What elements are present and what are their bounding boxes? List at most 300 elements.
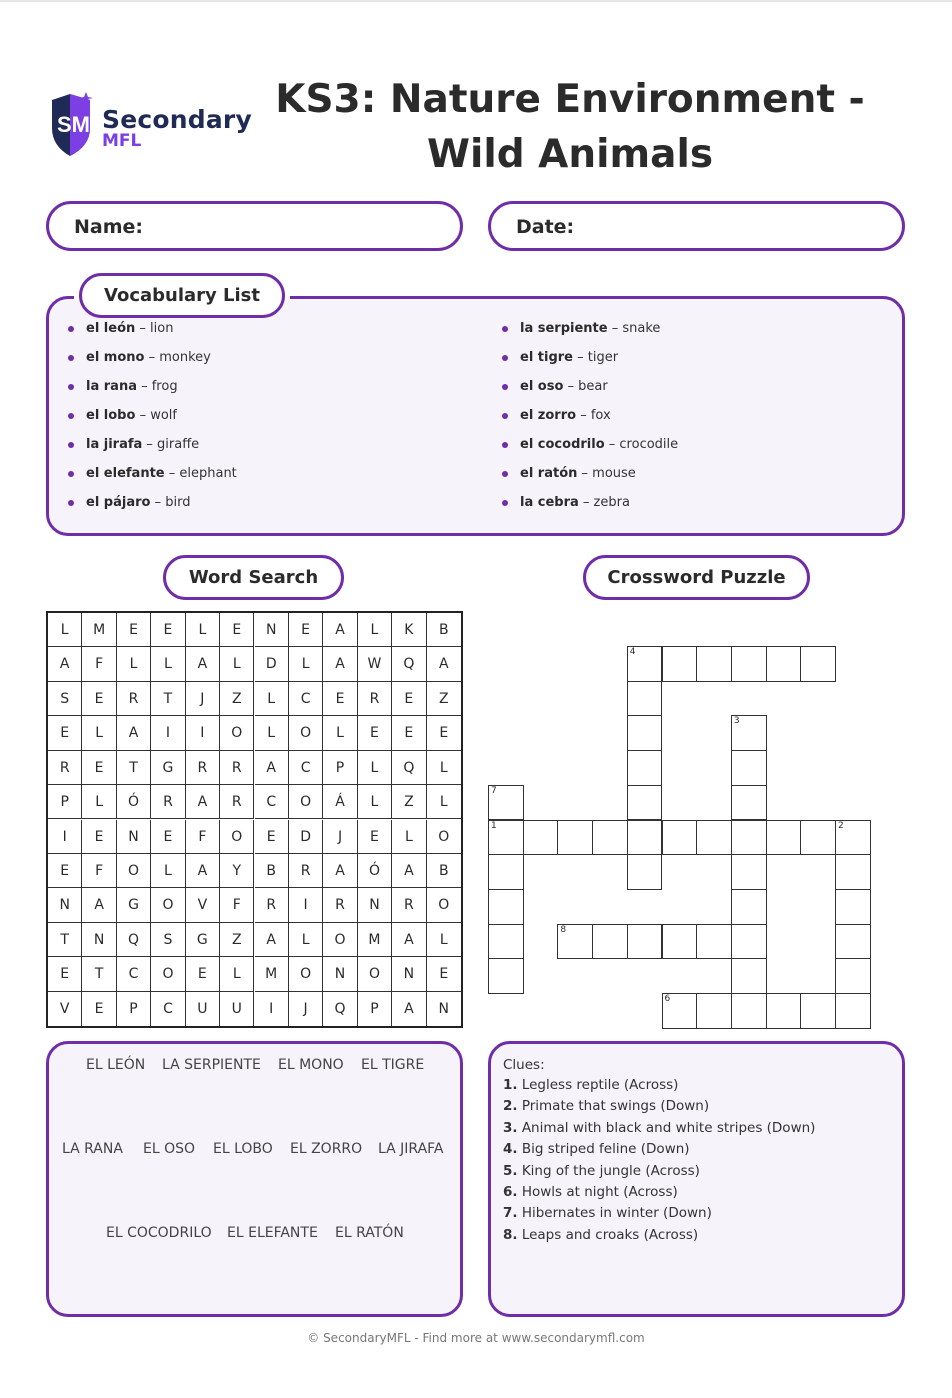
grid-cell[interactable]: Á bbox=[323, 785, 357, 819]
grid-cell[interactable]: E bbox=[48, 716, 82, 750]
logo-text-mfl: MFL bbox=[102, 131, 142, 151]
grid-cell[interactable]: L bbox=[82, 716, 116, 750]
english-word: giraffe bbox=[157, 437, 200, 452]
clue-text: Big striped feline (Down) bbox=[517, 1141, 690, 1158]
clue-number: 3. bbox=[503, 1119, 518, 1136]
english-word: tiger bbox=[587, 350, 619, 365]
crossword-cell[interactable] bbox=[731, 820, 767, 856]
grid-cell[interactable]: E bbox=[151, 820, 185, 854]
grid-cell[interactable]: I bbox=[151, 716, 185, 750]
grid-cell[interactable]: G bbox=[186, 923, 220, 957]
vocabulary-item bbox=[520, 436, 678, 454]
clue-text: Howls at night (Across) bbox=[517, 1184, 678, 1200]
grid-cell[interactable]: O bbox=[358, 957, 392, 991]
crossword-cell[interactable] bbox=[731, 958, 767, 994]
grid-cell[interactable]: E bbox=[82, 682, 116, 716]
grid-cell[interactable]: S bbox=[151, 923, 185, 957]
bullet bbox=[502, 413, 508, 419]
crossword-cell[interactable] bbox=[835, 854, 871, 890]
grid-cell[interactable]: Z bbox=[220, 682, 254, 716]
dash-separator: – bbox=[563, 379, 579, 394]
grid-cell[interactable]: S bbox=[48, 682, 82, 716]
crossword-cell[interactable] bbox=[731, 715, 767, 751]
grid-cell[interactable]: Z bbox=[427, 682, 461, 716]
dash-separator: – bbox=[604, 437, 620, 452]
crossword-cell[interactable] bbox=[731, 646, 767, 682]
crossword-clue bbox=[503, 1097, 709, 1115]
grid-cell[interactable]: F bbox=[186, 820, 220, 854]
grid-cell[interactable]: E bbox=[289, 613, 323, 647]
grid-cell[interactable]: E bbox=[151, 613, 185, 647]
word-bank-item: EL MONO bbox=[278, 1057, 344, 1073]
grid-cell[interactable]: R bbox=[358, 682, 392, 716]
crossword-clue-number: 7 bbox=[491, 785, 497, 796]
crossword-cell[interactable] bbox=[488, 785, 524, 821]
spanish-word: la serpiente bbox=[520, 321, 608, 336]
spanish-word: el pájaro bbox=[86, 495, 151, 510]
grid-cell[interactable]: L bbox=[427, 923, 461, 957]
top-divider bbox=[0, 0, 952, 2]
grid-cell[interactable]: L bbox=[358, 613, 392, 647]
english-word: crocodile bbox=[619, 437, 679, 452]
grid-cell[interactable]: E bbox=[48, 854, 82, 888]
crossword-cell[interactable] bbox=[627, 924, 663, 960]
grid-cell[interactable]: Q bbox=[392, 647, 426, 681]
vocabulary-heading: Vocabulary List bbox=[79, 273, 285, 318]
crossword-cell[interactable] bbox=[488, 820, 524, 856]
bullet bbox=[68, 384, 74, 390]
grid-cell[interactable]: L bbox=[289, 647, 323, 681]
grid-cell[interactable]: L bbox=[427, 785, 461, 819]
crossword-cell[interactable] bbox=[488, 889, 524, 925]
word-search-grid bbox=[46, 611, 463, 1028]
bullet bbox=[68, 442, 74, 448]
crossword-clue bbox=[503, 1183, 678, 1201]
grid-cell[interactable]: O bbox=[151, 888, 185, 922]
grid-cell[interactable]: E bbox=[220, 613, 254, 647]
english-word: wolf bbox=[150, 408, 177, 423]
logo-monogram: SM bbox=[57, 112, 90, 137]
crossword-cell[interactable] bbox=[696, 646, 732, 682]
crossword-cell[interactable] bbox=[523, 820, 559, 856]
crossword-clue bbox=[503, 1140, 690, 1158]
grid-cell[interactable]: C bbox=[255, 785, 289, 819]
word-bank-item: EL LEÓN bbox=[86, 1057, 146, 1073]
grid-cell[interactable]: O bbox=[151, 957, 185, 991]
grid-cell[interactable]: E bbox=[392, 716, 426, 750]
english-word: bear bbox=[578, 379, 608, 394]
grid-cell[interactable]: V bbox=[186, 888, 220, 922]
grid-cell[interactable]: E bbox=[323, 682, 357, 716]
clue-number: 4. bbox=[503, 1141, 518, 1158]
crossword-cell[interactable] bbox=[627, 854, 663, 890]
crossword-cell[interactable] bbox=[800, 820, 836, 856]
clue-number: 6. bbox=[503, 1184, 518, 1200]
crossword-cell[interactable] bbox=[731, 924, 767, 960]
crossword-cell[interactable] bbox=[662, 924, 698, 960]
grid-cell[interactable]: P bbox=[117, 992, 151, 1026]
date-label: Date: bbox=[516, 216, 575, 238]
grid-cell[interactable]: G bbox=[151, 751, 185, 785]
word-bank-item: LA JIRAFA bbox=[378, 1141, 444, 1157]
crossword-cell[interactable] bbox=[627, 646, 663, 682]
grid-cell[interactable]: L bbox=[255, 716, 289, 750]
dash-separator: – bbox=[135, 321, 151, 336]
crossword-cell[interactable] bbox=[835, 820, 871, 856]
crossword-cell[interactable] bbox=[592, 924, 628, 960]
grid-cell[interactable]: A bbox=[186, 647, 220, 681]
vocabulary-item bbox=[86, 320, 173, 338]
grid-cell[interactable]: C bbox=[289, 682, 323, 716]
grid-cell[interactable]: K bbox=[392, 613, 426, 647]
grid-cell[interactable]: I bbox=[289, 888, 323, 922]
grid-cell[interactable]: T bbox=[48, 923, 82, 957]
crossword-cell[interactable] bbox=[800, 993, 836, 1029]
vocabulary-item bbox=[86, 465, 237, 483]
spanish-word: el cocodrilo bbox=[520, 437, 605, 452]
grid-cell[interactable]: J bbox=[323, 820, 357, 854]
grid-cell[interactable]: N bbox=[323, 957, 357, 991]
bullet bbox=[68, 413, 74, 419]
bullet bbox=[502, 442, 508, 448]
footer-text: © SecondaryMFL - Find more at www.secondarymfl.com bbox=[307, 1331, 645, 1345]
grid-cell[interactable]: O bbox=[289, 957, 323, 991]
grid-cell[interactable]: L bbox=[82, 785, 116, 819]
crossword-cell[interactable] bbox=[627, 715, 663, 751]
bullet bbox=[68, 326, 74, 332]
word-bank-item: EL COCODRILO bbox=[106, 1225, 212, 1241]
crossword-cell[interactable] bbox=[731, 889, 767, 925]
grid-cell[interactable]: G bbox=[117, 888, 151, 922]
grid-cell[interactable]: O bbox=[427, 888, 461, 922]
grid-cell[interactable]: J bbox=[186, 682, 220, 716]
crossword-cell[interactable] bbox=[488, 854, 524, 890]
grid-cell[interactable]: R bbox=[323, 888, 357, 922]
bullet bbox=[502, 471, 508, 477]
grid-cell[interactable]: J bbox=[289, 992, 323, 1026]
clue-text: King of the jungle (Across) bbox=[517, 1162, 700, 1179]
crossword-cell[interactable] bbox=[696, 924, 732, 960]
grid-cell[interactable]: R bbox=[289, 854, 323, 888]
grid-cell[interactable]: E bbox=[82, 820, 116, 854]
grid-cell[interactable]: R bbox=[255, 888, 289, 922]
grid-cell[interactable]: F bbox=[82, 854, 116, 888]
english-word: elephant bbox=[179, 466, 237, 481]
grid-cell[interactable]: L bbox=[117, 647, 151, 681]
crossword-cell[interactable] bbox=[731, 750, 767, 786]
grid-cell[interactable]: O bbox=[289, 785, 323, 819]
grid-cell[interactable]: A bbox=[117, 716, 151, 750]
grid-cell[interactable]: E bbox=[255, 820, 289, 854]
grid-cell[interactable]: E bbox=[358, 716, 392, 750]
crossword-cell[interactable] bbox=[488, 958, 524, 994]
spanish-word: el zorro bbox=[520, 408, 577, 423]
grid-cell[interactable]: Z bbox=[392, 785, 426, 819]
grid-cell[interactable]: U bbox=[220, 992, 254, 1026]
grid-cell[interactable]: C bbox=[117, 957, 151, 991]
spanish-word: la rana bbox=[86, 379, 137, 394]
grid-cell[interactable]: N bbox=[438, 1000, 450, 1017]
crossword-clue bbox=[503, 1226, 698, 1244]
grid-cell[interactable]: E bbox=[392, 682, 426, 716]
grid-cell[interactable]: A bbox=[323, 647, 357, 681]
name-label: Name: bbox=[74, 216, 144, 238]
grid-cell[interactable]: L bbox=[220, 647, 254, 681]
bullet bbox=[502, 355, 508, 361]
grid-cell[interactable]: Q bbox=[392, 751, 426, 785]
crossword-clue bbox=[503, 1119, 815, 1137]
crossword-cell[interactable] bbox=[662, 993, 698, 1029]
crossword-cell[interactable] bbox=[835, 924, 871, 960]
vocabulary-item bbox=[520, 378, 608, 396]
grid-cell[interactable]: L bbox=[151, 647, 185, 681]
crossword-cell[interactable] bbox=[766, 646, 802, 682]
grid-cell[interactable]: N bbox=[392, 957, 426, 991]
dash-separator: – bbox=[607, 321, 623, 336]
grid-cell[interactable]: E bbox=[186, 957, 220, 991]
date-field[interactable] bbox=[488, 201, 905, 251]
grid-cell[interactable]: A bbox=[48, 647, 82, 681]
crossword-clue-number: 3 bbox=[733, 716, 740, 727]
crossword-cell[interactable] bbox=[627, 785, 663, 821]
bullet bbox=[68, 355, 74, 361]
clues-heading: Clues: bbox=[503, 1057, 545, 1073]
grid-cell[interactable]: Q bbox=[117, 923, 151, 957]
grid-cell[interactable]: P bbox=[358, 992, 392, 1026]
crossword-cell[interactable] bbox=[731, 785, 767, 821]
grid-cell[interactable]: L bbox=[220, 957, 254, 991]
bullet bbox=[68, 471, 74, 477]
grid-cell[interactable]: E bbox=[427, 716, 461, 750]
page-title: KS3: Nature Environment - Wild Animals bbox=[275, 77, 865, 177]
grid-cell[interactable]: A bbox=[392, 992, 426, 1026]
bullet bbox=[502, 326, 508, 332]
crossword-cell[interactable] bbox=[766, 993, 802, 1029]
clue-text: Animal with black and white stripes (Down) bbox=[517, 1119, 816, 1136]
grid-cell[interactable]: B bbox=[427, 613, 461, 647]
crossword-cell[interactable] bbox=[488, 924, 524, 960]
grid-cell[interactable]: R bbox=[220, 785, 254, 819]
grid-cell[interactable]: E bbox=[358, 820, 392, 854]
english-word: fox bbox=[590, 408, 611, 423]
grid-cell[interactable]: L bbox=[255, 682, 289, 716]
grid-cell[interactable]: L bbox=[358, 785, 392, 819]
dash-separator: – bbox=[573, 350, 588, 365]
grid-cell[interactable]: P bbox=[48, 785, 82, 819]
dash-separator: – bbox=[142, 437, 158, 452]
crossword-cell[interactable] bbox=[557, 820, 593, 856]
grid-cell[interactable]: O bbox=[323, 923, 357, 957]
crossword-cell[interactable] bbox=[627, 820, 663, 856]
grid-cell[interactable]: C bbox=[151, 992, 185, 1026]
grid-cell[interactable]: R bbox=[220, 751, 254, 785]
grid-cell[interactable]: R bbox=[392, 888, 426, 922]
vocabulary-item bbox=[520, 320, 660, 338]
grid-cell[interactable]: O bbox=[427, 820, 461, 854]
clue-number: 8. bbox=[503, 1226, 518, 1243]
grid-cell[interactable]: N bbox=[48, 888, 82, 922]
grid-cell[interactable]: O bbox=[220, 716, 254, 750]
grid-cell[interactable]: V bbox=[48, 992, 82, 1026]
crossword-clue bbox=[503, 1076, 678, 1094]
grid-cell[interactable]: E bbox=[82, 992, 116, 1026]
grid-cell[interactable]: D bbox=[289, 820, 323, 854]
grid-cell[interactable]: Y bbox=[220, 854, 254, 888]
crossword-cell[interactable] bbox=[662, 646, 698, 682]
grid-cell[interactable]: L bbox=[186, 613, 220, 647]
grid-cell[interactable]: Q bbox=[323, 992, 357, 1026]
crossword-cell[interactable] bbox=[592, 820, 628, 856]
crossword-cell[interactable] bbox=[835, 889, 871, 925]
grid-cell[interactable]: A bbox=[427, 647, 461, 681]
logo-text-secondary: Secondary bbox=[102, 105, 252, 134]
crossword-cell[interactable] bbox=[627, 750, 663, 786]
grid-cell[interactable]: F bbox=[220, 888, 254, 922]
grid-cell[interactable]: P bbox=[323, 751, 357, 785]
crossword-cell[interactable] bbox=[731, 993, 767, 1029]
crossword-cell[interactable] bbox=[696, 993, 732, 1029]
grid-cell[interactable]: N bbox=[255, 613, 289, 647]
grid-cell[interactable]: L bbox=[358, 751, 392, 785]
grid-cell[interactable]: N bbox=[82, 923, 116, 957]
crossword-heading: Crossword Puzzle bbox=[583, 555, 810, 600]
spanish-word: el mono bbox=[86, 350, 145, 365]
grid-cell[interactable]: L bbox=[289, 923, 323, 957]
grid-cell[interactable]: Ó bbox=[117, 785, 151, 819]
crossword-clue-number: 4 bbox=[629, 647, 636, 657]
grid-cell[interactable]: U bbox=[186, 992, 220, 1026]
grid-cell[interactable]: I bbox=[186, 716, 220, 750]
grid-cell[interactable]: N bbox=[358, 888, 392, 922]
dash-separator: – bbox=[577, 466, 593, 481]
grid-cell[interactable]: A bbox=[392, 923, 426, 957]
grid-cell[interactable]: O bbox=[117, 854, 151, 888]
dash-separator: – bbox=[135, 408, 151, 423]
grid-cell[interactable]: M bbox=[358, 923, 392, 957]
grid-cell[interactable]: E bbox=[427, 957, 461, 991]
grid-cell[interactable]: E bbox=[82, 751, 116, 785]
vocabulary-item bbox=[86, 494, 190, 512]
vocabulary-item bbox=[86, 349, 211, 367]
vocabulary-item bbox=[86, 407, 177, 425]
grid-cell[interactable]: T bbox=[151, 682, 185, 716]
english-word: lion bbox=[150, 321, 174, 336]
grid-cell[interactable]: T bbox=[117, 751, 151, 785]
grid-cell[interactable]: Ó bbox=[358, 854, 392, 888]
grid-cell[interactable]: A bbox=[82, 888, 116, 922]
vocabulary-item bbox=[86, 436, 199, 454]
grid-cell[interactable]: A bbox=[255, 751, 289, 785]
word-bank-item: EL ZORRO bbox=[290, 1141, 363, 1157]
grid-cell[interactable]: M bbox=[82, 613, 116, 647]
dash-separator: – bbox=[578, 495, 594, 510]
grid-cell[interactable]: L bbox=[323, 716, 357, 750]
grid-cell[interactable]: A bbox=[186, 785, 220, 819]
grid-cell[interactable]: D bbox=[255, 647, 289, 681]
grid-cell[interactable]: L bbox=[48, 613, 82, 647]
bullet bbox=[502, 500, 508, 506]
grid-cell[interactable]: M bbox=[255, 957, 289, 991]
name-field[interactable] bbox=[46, 201, 463, 251]
word-bank-item: EL TIGRE bbox=[361, 1057, 425, 1073]
crossword-cell[interactable] bbox=[627, 681, 663, 717]
grid-cell[interactable]: L bbox=[427, 751, 461, 785]
grid-cell[interactable]: I bbox=[255, 992, 289, 1026]
word-bank-item: EL ELEFANTE bbox=[227, 1225, 318, 1241]
word-bank-item: LA SERPIENTE bbox=[162, 1057, 261, 1073]
clue-number: 5. bbox=[503, 1162, 518, 1179]
bullet bbox=[502, 384, 508, 390]
word-bank-item: EL LOBO bbox=[213, 1141, 273, 1157]
spanish-word: el ratón bbox=[520, 466, 578, 481]
clue-number: 1. bbox=[503, 1077, 518, 1093]
grid-cell[interactable]: R bbox=[48, 751, 82, 785]
grid-cell[interactable]: A bbox=[186, 854, 220, 888]
grid-cell[interactable]: R bbox=[117, 682, 151, 716]
crossword-cell[interactable] bbox=[835, 993, 871, 1029]
grid-cell[interactable]: L bbox=[392, 820, 426, 854]
grid-cell[interactable]: W bbox=[358, 647, 392, 681]
crossword-cell[interactable] bbox=[662, 820, 698, 856]
grid-cell[interactable]: T bbox=[82, 957, 116, 991]
crossword-cell[interactable] bbox=[731, 854, 767, 890]
grid-cell[interactable]: N bbox=[117, 820, 151, 854]
grid-cell[interactable]: B bbox=[427, 854, 461, 888]
spanish-word: el oso bbox=[520, 379, 564, 394]
grid-cell[interactable]: O bbox=[220, 820, 254, 854]
clue-text: Legless reptile (Across) bbox=[517, 1077, 679, 1093]
dash-separator: – bbox=[144, 350, 160, 365]
crossword-clue bbox=[503, 1204, 712, 1222]
grid-cell[interactable]: O bbox=[289, 716, 323, 750]
grid-cell[interactable]: A bbox=[392, 854, 426, 888]
crossword-clue-number: 6 bbox=[664, 994, 671, 1004]
grid-cell[interactable]: A bbox=[323, 613, 357, 647]
word-search-word-bank bbox=[46, 1041, 463, 1317]
crossword-clue bbox=[503, 1162, 700, 1180]
clue-number: 7. bbox=[503, 1205, 518, 1222]
vocabulary-item bbox=[520, 407, 611, 425]
grid-cell[interactable]: R bbox=[151, 785, 185, 819]
crossword-cell[interactable] bbox=[766, 820, 802, 856]
crossword-clue-number: 1 bbox=[491, 820, 497, 831]
spanish-word: la jirafa bbox=[86, 437, 143, 452]
grid-cell[interactable]: A bbox=[255, 923, 289, 957]
clue-text: Primate that swings (Down) bbox=[517, 1098, 710, 1115]
grid-cell[interactable]: F bbox=[82, 647, 116, 681]
crossword-cell[interactable] bbox=[557, 924, 593, 960]
crossword-clue-number: 2 bbox=[838, 820, 844, 831]
grid-cell[interactable]: R bbox=[186, 751, 220, 785]
grid-cell[interactable]: B bbox=[255, 854, 289, 888]
clue-text: Hibernates in winter (Down) bbox=[517, 1205, 712, 1222]
crossword-clue-number: 8 bbox=[560, 924, 567, 935]
grid-cell[interactable]: L bbox=[151, 854, 185, 888]
grid-cell[interactable]: C bbox=[289, 751, 323, 785]
grid-cell[interactable]: A bbox=[323, 854, 357, 888]
crossword-cell[interactable] bbox=[835, 958, 871, 994]
grid-cell[interactable]: Z bbox=[220, 923, 254, 957]
word-bank-item: LA RANA bbox=[62, 1141, 123, 1157]
vocabulary-item bbox=[86, 378, 178, 396]
crossword-cell[interactable] bbox=[800, 646, 836, 682]
grid-cell[interactable]: I bbox=[48, 820, 82, 854]
clue-number: 2. bbox=[503, 1098, 518, 1115]
grid-cell[interactable]: E bbox=[117, 613, 151, 647]
dash-separator: – bbox=[576, 408, 591, 423]
crossword-cell[interactable] bbox=[696, 820, 732, 856]
grid-cell[interactable]: E bbox=[48, 957, 82, 991]
